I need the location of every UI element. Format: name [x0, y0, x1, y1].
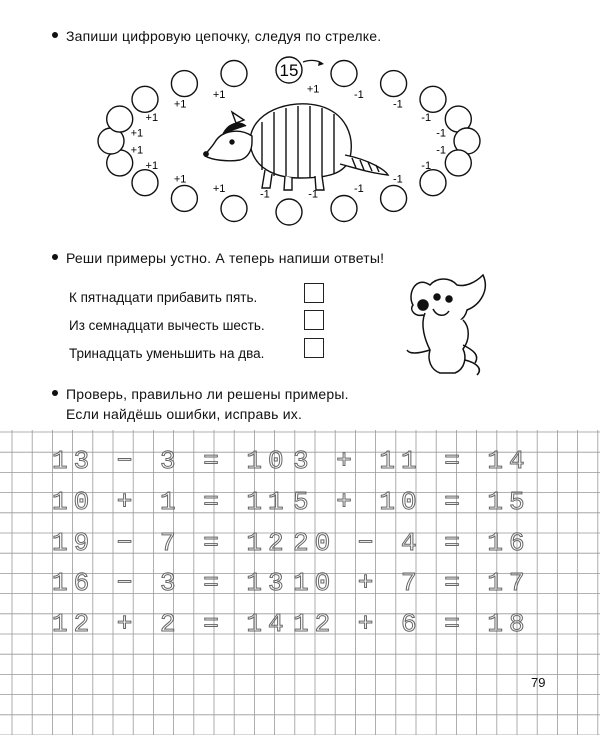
chain-step-label: -1 [421, 160, 432, 173]
chain-step-label: +1 [173, 173, 187, 186]
chain-circle[interactable] [331, 196, 357, 222]
chain-step-label: +1 [212, 183, 226, 196]
right-example-4: 10 + 7 = 17 [293, 568, 531, 598]
chain-step-label: +1 [212, 88, 226, 101]
left-example-2: 10 + 1 = 11 [52, 487, 290, 517]
answer-box-2[interactable] [304, 310, 324, 330]
check-instruction-line2: Если найдёшь ошибки, исправь их. [66, 406, 303, 422]
puppy-illustration [395, 265, 505, 385]
chain-step-label: -1 [260, 188, 270, 201]
chain-step-label: +1 [306, 83, 320, 96]
check-instruction [52, 384, 349, 424]
answer-box-3[interactable] [304, 338, 324, 358]
chain-step-label: +1 [173, 98, 187, 111]
task-3: Тринадцать уменьшить на два. [69, 346, 265, 361]
bullet-icon [52, 254, 58, 260]
bullet-icon [52, 390, 58, 396]
chain-instruction [52, 28, 381, 44]
chain-instruction-text: Запиши цифровую цепочку, следуя по стрелке. [66, 28, 382, 44]
bullet-icon [52, 32, 58, 38]
chain-step-label: -1 [354, 88, 364, 101]
chain-circle[interactable] [331, 61, 357, 87]
mental-instruction-text: Реши примеры устно. А теперь напиши ответы! [66, 250, 385, 266]
check-instruction-line1: Проверь, правильно ли решены примеры. [66, 386, 349, 402]
left-example-5: 12 + 2 = 14 [52, 609, 290, 639]
chain-step-label: -1 [393, 173, 403, 186]
chain-circle[interactable] [381, 71, 407, 97]
chain-circle[interactable] [221, 61, 247, 87]
right-example-1: 3 + 11 = 14 [293, 446, 531, 476]
chain-step-label: +1 [130, 127, 144, 140]
chain-step-label: -1 [354, 183, 364, 196]
chain-circle[interactable] [276, 199, 302, 225]
chain-circle[interactable] [420, 170, 446, 196]
chain-circle[interactable] [171, 185, 197, 211]
chain-circle[interactable] [132, 86, 158, 112]
chain-step-label: -1 [436, 127, 446, 140]
chain-circle[interactable] [381, 185, 407, 211]
right-example-2: 5 + 10 = 15 [293, 487, 531, 517]
page-number: 79 [531, 675, 546, 690]
chain-circle[interactable] [445, 150, 471, 176]
chain-step-label: -1 [436, 144, 446, 157]
chain-start-number: 15 [279, 61, 299, 80]
arrow-right-icon [303, 60, 324, 66]
left-example-1: 13 − 3 = 10 [52, 446, 290, 476]
number-chain [0, 50, 600, 235]
chain-step-label: +1 [145, 111, 159, 124]
task-1: К пятнадцати прибавить пять. [69, 290, 258, 305]
chain-step-label: +1 [145, 160, 159, 173]
chain-circle[interactable] [132, 170, 158, 196]
answer-box-1[interactable] [304, 283, 324, 303]
chain-circle[interactable] [171, 71, 197, 97]
chain-step-label: +1 [130, 144, 144, 157]
task-2: Из семнадцати вычесть шесть. [69, 318, 265, 333]
chain-step-label: -1 [393, 98, 403, 111]
chain-circle[interactable] [420, 86, 446, 112]
right-example-3: 20 − 4 = 16 [293, 528, 531, 558]
armadillo-illustration [204, 104, 388, 190]
left-example-4: 16 − 3 = 13 [52, 568, 290, 598]
mental-instruction [52, 250, 384, 266]
chain-circle[interactable] [107, 106, 133, 132]
right-example-5: 12 + 6 = 18 [293, 609, 531, 639]
chain-circle[interactable] [221, 196, 247, 222]
chain-step-label: -1 [421, 111, 432, 124]
chain-step-label: -1 [308, 188, 318, 201]
left-example-3: 19 − 7 = 12 [52, 528, 290, 558]
